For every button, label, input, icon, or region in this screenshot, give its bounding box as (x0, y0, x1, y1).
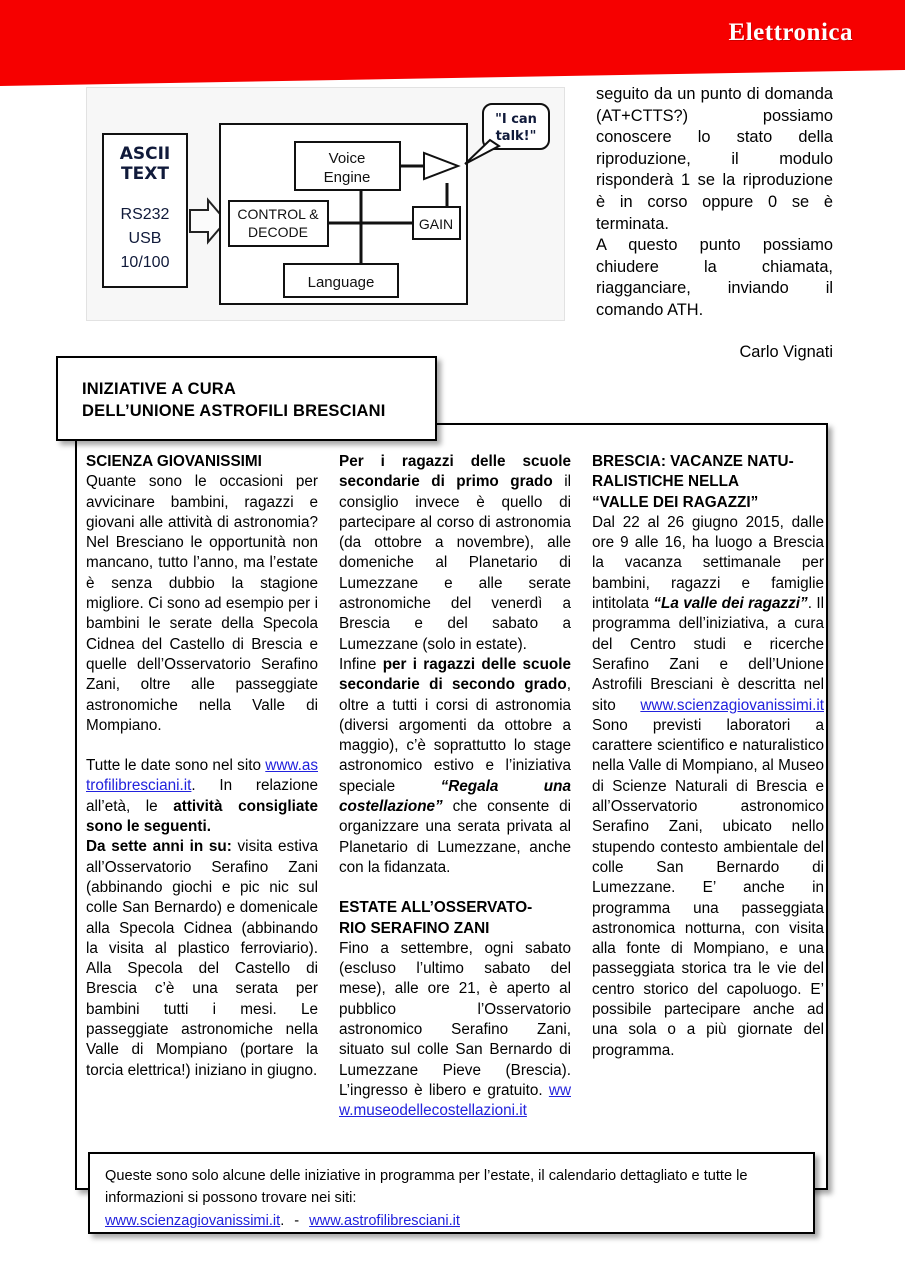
rs232-label: RS232 (120, 206, 170, 223)
col3-p1-text-b: . Il programma dell’iniziativa, a cura del Centro studi e ricerche Serafino Zani e dell’Unione Astrofili Bresciani è descritta nel sito (592, 595, 824, 714)
col2-p2-bold: per i ragazzi delle scuole secondarie di secondo grado (339, 655, 572, 694)
col3-heading-line2: RALISTICHE NELLA (592, 473, 740, 491)
col3-heading-line3: “VALLE DEI RAGAZZI” (592, 493, 759, 511)
footer-links (105, 1210, 801, 1232)
ethernet-label: 10/100 (120, 254, 170, 271)
footer-link-astrofilibresciani[interactable]: www.astrofilibresciani.it (309, 1213, 460, 1229)
col2-paragraph-2 (339, 655, 571, 878)
col2-p2-text-b: , oltre a tutti i corsi di astronomia (diversi argomenti da ottobre a maggio), c’è soprattutto lo stage astronomico estivo e l’iniziativa speciale (339, 676, 571, 795)
block-diagram-svg (87, 88, 564, 320)
footer-link1-suffix: . (280, 1213, 285, 1229)
article-column-3 (592, 452, 824, 1142)
col1-p2-text-a: Tutte le date sono nel sito (86, 757, 266, 775)
intro-article-column (596, 84, 833, 363)
language-label: Language (307, 274, 375, 291)
col1-p3-bold: Da sette anni in su: (86, 838, 232, 856)
magazine-section-title: Elettronica (728, 19, 853, 46)
col2-p2-bold-italic: “Regala una costellazione” (339, 777, 571, 816)
footer-link-separator: - (294, 1213, 300, 1229)
section-title-line1: INIZIATIVE A CURA (82, 380, 237, 398)
col3-p1-bold-italic: “La valle dei ragazzi” (653, 595, 808, 613)
speech-bubble-line2: talk!" (495, 129, 537, 144)
article-byline: Carlo Vignati (739, 342, 833, 361)
col3-p1-text-a: Dal 22 al 26 giugno 2015, dalle ore 9 alle 16, ha luogo a Brescia la vacanza settimanale per bambini, ragazzi e famiglie intitolata (592, 513, 824, 613)
control-decode-label-line2: DECODE (248, 224, 308, 240)
article-columns (86, 452, 824, 1142)
link-museodellecostellazioni[interactable]: www.museodellecostellazioni.it (339, 1081, 571, 1120)
col3-heading-line1: BRESCIA: VACANZE NATU- (592, 453, 794, 470)
gain-label: GAIN (418, 216, 454, 232)
control-decode-label-line1: CONTROL & (237, 206, 319, 222)
col2-p2-text-a: Infine (339, 655, 383, 673)
section-title-text (82, 378, 386, 422)
col1-paragraph-2 (86, 756, 318, 837)
link-astrofilibresciani[interactable]: www.astrofilibresciani.it (86, 757, 318, 795)
footer-line-1: Queste sono solo alcune delle iniziative in programma per l’estate, il calendario dettagliato e (105, 1168, 700, 1184)
col2-heading2-line1: ESTATE ALL’OSSERVATO- (339, 899, 533, 917)
footer-note-box (88, 1152, 815, 1234)
col3-paragraph-1 (592, 513, 824, 1061)
col3-heading (592, 452, 824, 513)
col1-p2-text-b: . In relazione all’età, le (86, 777, 318, 815)
ascii-label-line1: ASCII (119, 144, 171, 164)
col1-paragraph-1: Quante sono le occasioni per avvicinare bambini, ragazzi e giovani alle attività di astronomia? Nel Bresciano le opportunità non mancano, tutto l’anno, ma l’estate è senza dubbio la stagione migliore. Ci sono ad esempio per i bambini le serate della Specola Cidnea del Castello di Brescia e quelle dell’Osservatorio Serafino Zani, oltre alle passeggiate astronomiche nella Valle di Mompiano. (86, 473, 318, 734)
col2-paragraph-3 (339, 939, 571, 1122)
voice-engine-label-line1: Voice (328, 150, 366, 167)
article-column-1 (86, 452, 318, 1142)
col1-heading: SCIENZA GIOVANISSIMI (86, 453, 262, 470)
footer-line-2: tutte le informazioni si possono trovare nei siti: (105, 1168, 748, 1206)
block-diagram-figure (86, 87, 565, 321)
page-header-banner (0, 0, 905, 86)
link-scienzagiovanissimi[interactable]: www.scienzagiovanissimi.it (640, 696, 824, 714)
usb-label: USB (128, 230, 162, 247)
col2-p2-text-c: che consente di organizzare una serata privata al Planetario di Lumezzane, anche con la fidanzata. (339, 798, 571, 876)
col2-heading-2 (339, 898, 571, 939)
col3-p1-text-c: Sono previsti laboratori a carattere scientifico e naturalistico nella Valle di Mompiano, al Museo di Scienze Naturali di Brescia e all’Osservatorio astronomico Serafino Zani, ubicato nello stupendo contesto ambientale del colle San Bernardo di Lumezzane. E’ anche in programma una passeggiata astronomica notturna, con visita alla fonte di Mompiano, e una passeggiata storica tra le vie del centro storico del capoluogo. E’ possibile partecipare anche ad una sola o a più giornate del programma. (592, 716, 824, 1059)
section-title-line2: DELL’UNIONE ASTROFILI BRESCIANI (82, 402, 386, 420)
col2-p1-rest: il consiglio invece è quello di partecipare al corso di astronomia (da ottobre a novembre), alle domeniche al Planetario di Lumezzane e alle serate astronomiche del venerdì a Brescia e del sabato a Lumezzane (solo in estate). (339, 473, 571, 653)
intro-paragraph-2: A questo punto possiamo chiudere la chiamata, riagganciare, inviando il comando ATH. (596, 236, 833, 319)
article-column-2 (339, 452, 571, 1142)
col1-p3-rest: visita estiva all’Osservatorio Serafino Zani (abbinando giochi e pic nic sul colle San Bernardo) e domenicale alla Specola Cidnea (abbinando la visita al plastico ferroviario). Alla Specola del Castello di Brescia c’è una serata per bambini tutti i mesi. Le passeggiate astronomiche nella Valle di Mompiano (portare la torcia elettrica!) iniziano in giugno. (86, 838, 318, 1079)
col2-p3-text: Fino a settembre, ogni sabato (escluso l’ultimo sabato del mese), alle ore 21, è aperto al pubblico l’Osservatorio astronomico Serafino Zani, situato sul colle San Bernardo di Lumezzane Pieve (Brescia). L’ingresso è libero e gratuito. (339, 939, 571, 1099)
col1-paragraph-3 (86, 837, 318, 1081)
intro-paragraph-1: seguito da un punto di domanda (AT+CTTS?) possiamo conoscere lo stato della riproduzione, il modulo risponderà 1 se la riproduzione è in corso oppure 0 se è terminata. (596, 85, 833, 233)
voice-engine-label-line2: Engine (323, 169, 371, 186)
ascii-label-line2: TEXT (121, 164, 169, 184)
section-title-box (56, 356, 437, 441)
col2-paragraph-1 (339, 452, 571, 655)
col2-heading2-line2: RIO SERAFINO ZANI (339, 919, 490, 937)
col2-p1-bold: Per i ragazzi delle scuole secondarie di primo grado (339, 453, 571, 491)
col1-p2-bold: attività consigliate sono le seguenti. (86, 797, 318, 836)
footer-link-scienzagiovanissimi[interactable]: www.scienzagiovanissimi.it (105, 1213, 281, 1229)
speech-bubble-line1: "I can (495, 112, 537, 127)
footer-note-text (105, 1165, 801, 1232)
